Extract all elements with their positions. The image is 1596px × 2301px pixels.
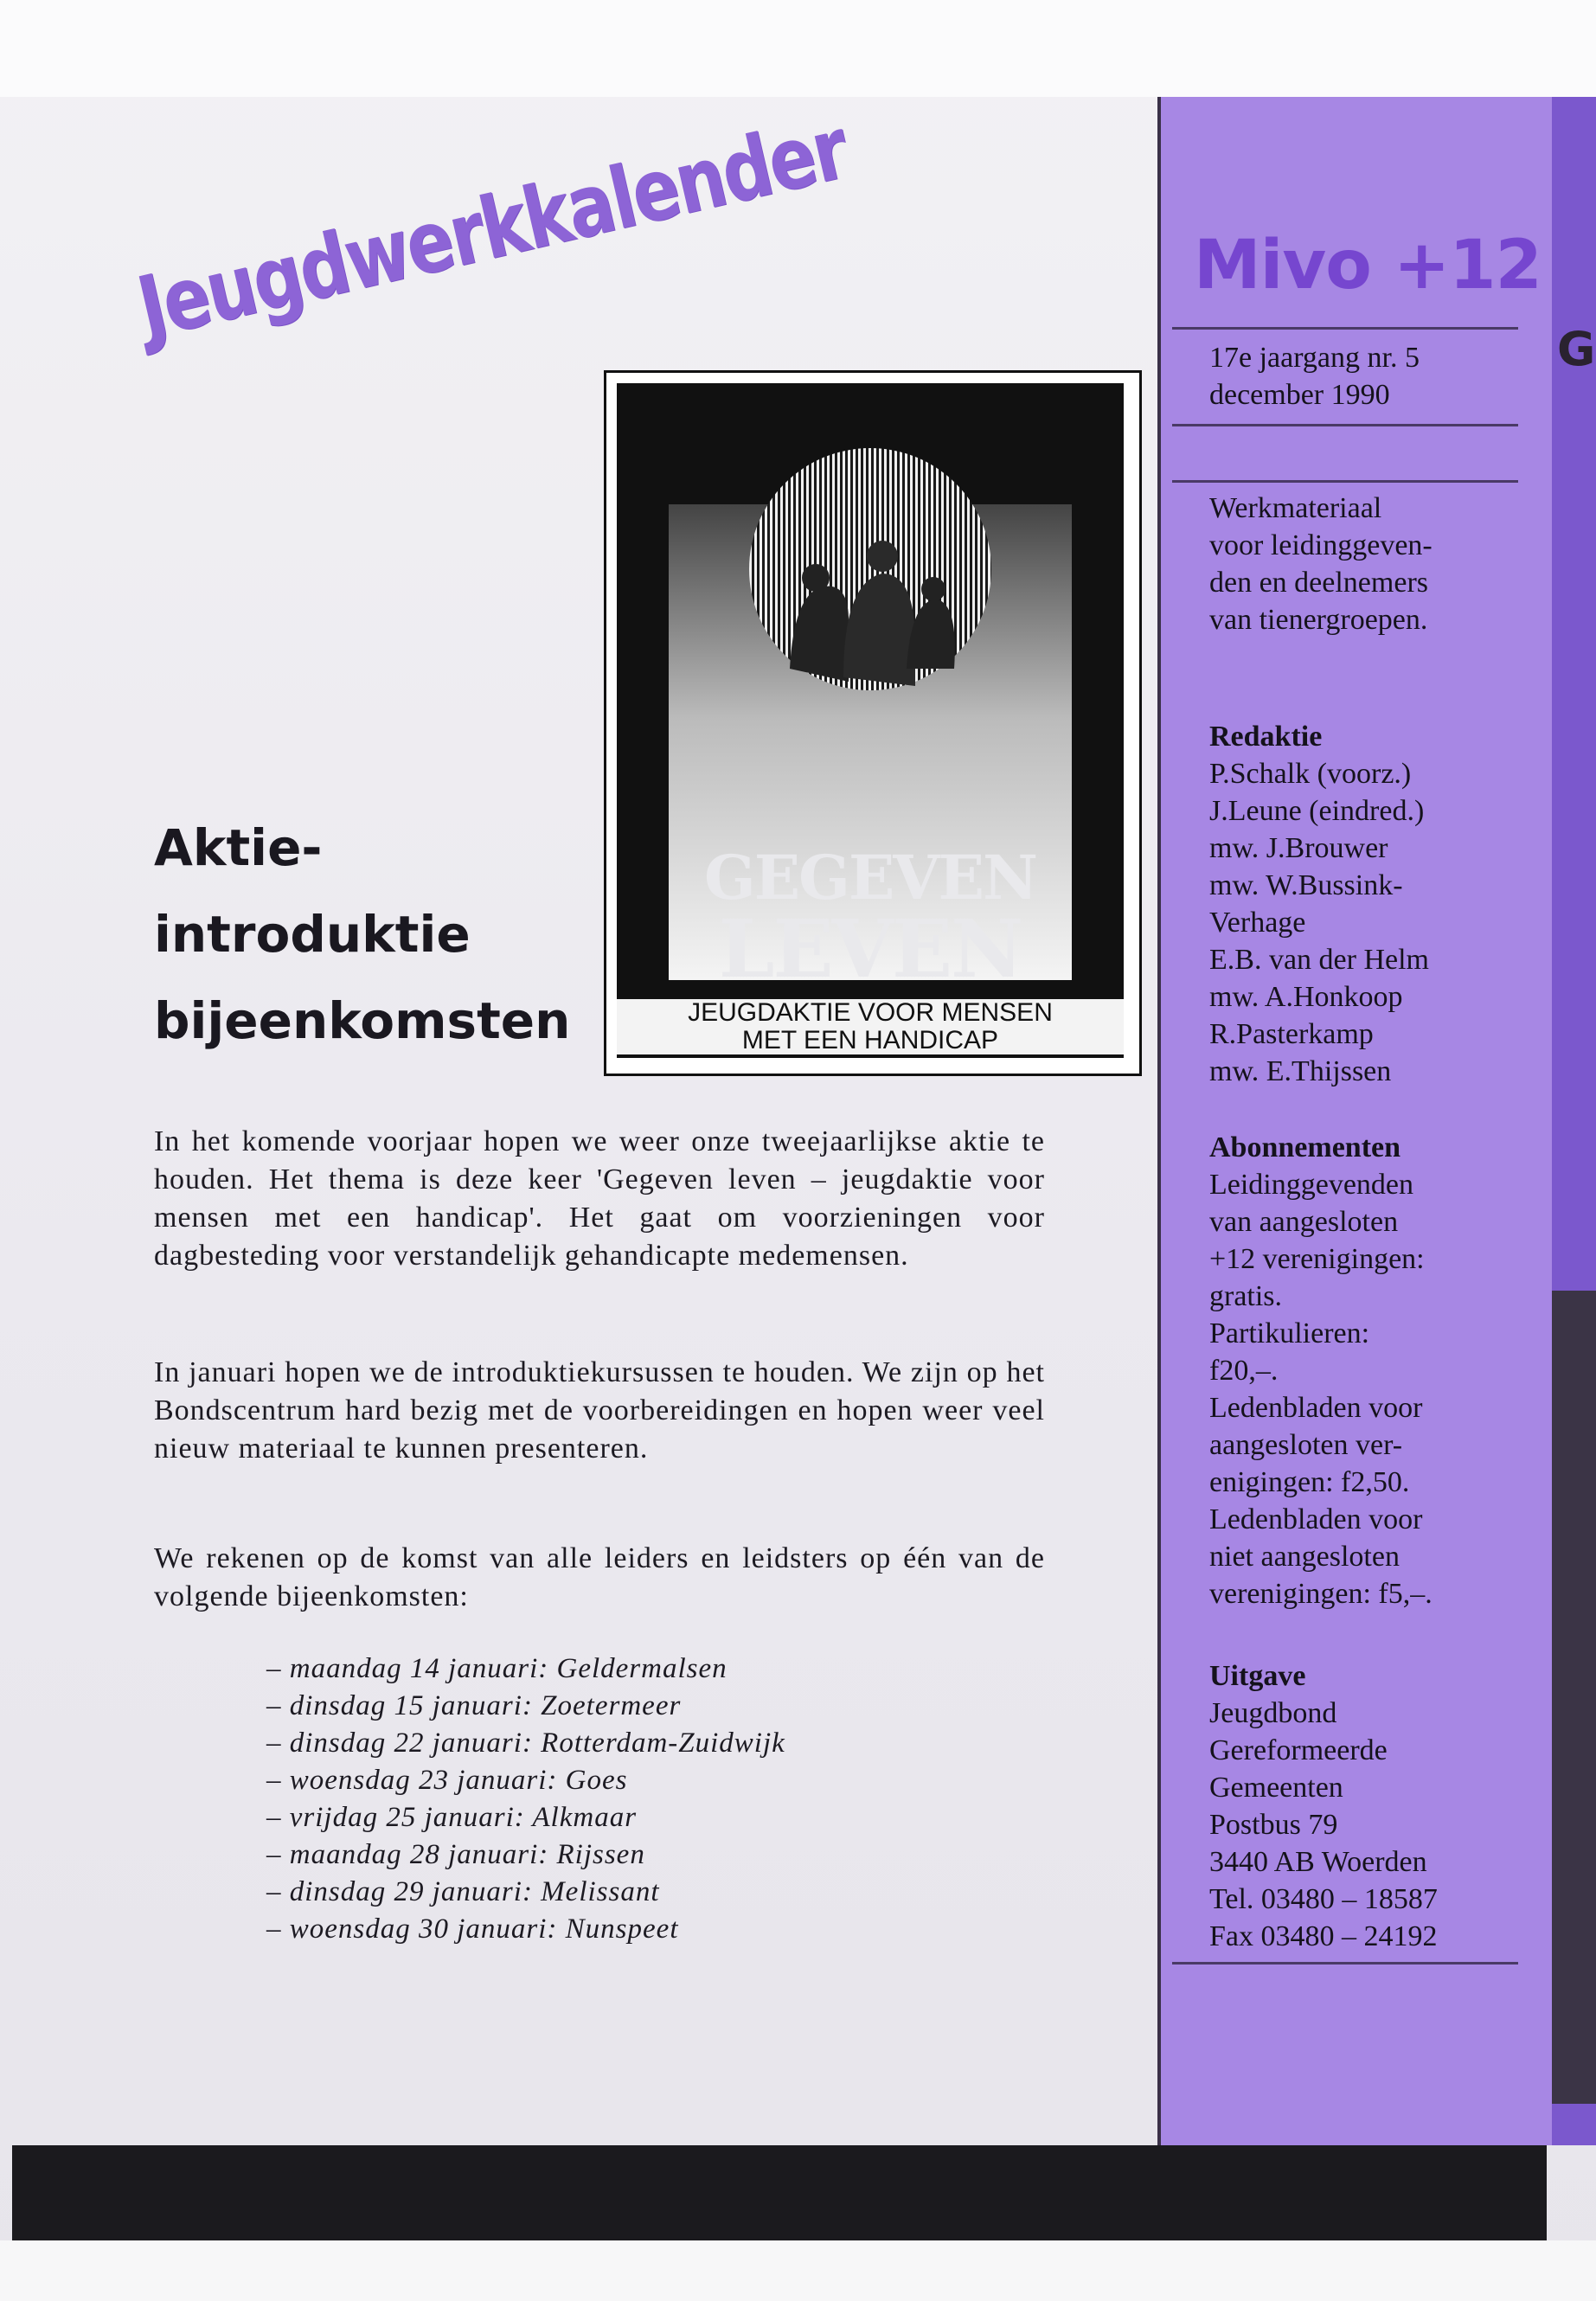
editor-line: P.Schalk (voorz.) <box>1209 758 1412 790</box>
paragraph-invitation: We rekenen op de komst van alle leiders en leidsters op één van de volgende bijeenkomsten: <box>154 1542 1045 1612</box>
subscription-line: Leidinggevenden <box>1209 1169 1414 1201</box>
article-headline <box>154 804 570 1064</box>
issue-info <box>1209 339 1420 413</box>
subscription-line: verenigingen: f5,–. <box>1209 1578 1433 1610</box>
subscription-line: Ledenbladen voor <box>1209 1503 1423 1535</box>
list-item: – woensdag 30 januari: Nunspeet <box>266 1913 679 1945</box>
publisher-line: 3440 AB Woerden <box>1209 1846 1427 1878</box>
list-item: – dinsdag 29 januari: Melissant <box>266 1876 660 1907</box>
issue-volume: 17e jaargang nr. 5 <box>1209 342 1420 374</box>
meeting-list <box>266 1650 785 1948</box>
list-item: – maandag 28 januari: Rijssen <box>266 1839 645 1870</box>
editor-line: mw. W.Bussink- <box>1209 869 1403 901</box>
magazine-title: Mivo +12 <box>1194 227 1542 304</box>
editor-line: J.Leune (eindred.) <box>1209 795 1425 827</box>
next-page-letter: G <box>1557 322 1596 376</box>
poster-title-leven: LEVEN <box>718 902 1022 996</box>
sidebar-rule-2 <box>1172 424 1518 426</box>
sidebar-rule-top <box>1172 327 1518 330</box>
editor-line: E.B. van der Helm <box>1209 944 1429 976</box>
section-masthead: Jeugdwerkkalender <box>129 99 856 358</box>
poster-subtitle-line2: MET EEN HANDICAP <box>617 1027 1124 1054</box>
publisher-line: Postbus 79 <box>1209 1809 1338 1841</box>
abonnementen-heading: Abonnementen <box>1209 1131 1401 1163</box>
poster-subtitle-line1: JEUGDAKTIE VOOR MENSEN <box>617 999 1124 1027</box>
list-item: – maandag 14 januari: Geldermalsen <box>266 1653 727 1684</box>
editor-line: mw. E.Thijssen <box>1209 1055 1392 1087</box>
paragraph-courses: In januari hopen we de introduktiekursussen te houden. We zijn op het Bondscentrum hard bezig met de voorbereidingen en hopen weer veel nieuw materiaal te kunnen presenteren. <box>154 1356 1045 1465</box>
subscription-line: Partikulieren: <box>1209 1317 1370 1349</box>
editor-line: mw. J.Brouwer <box>1209 832 1388 864</box>
poster-frame <box>617 383 1124 1058</box>
subscription-line: Ledenbladen voor <box>1209 1392 1423 1424</box>
subscription-line: gratis. <box>1209 1280 1283 1312</box>
headline-line: introduktie <box>154 905 471 964</box>
redaktie-heading: Redaktie <box>1209 721 1323 753</box>
subscription-line: f20,–. <box>1209 1355 1279 1387</box>
list-item: – dinsdag 22 januari: Rotterdam-Zuidwijk <box>266 1727 785 1759</box>
tagline-line: van tienergroepen. <box>1209 604 1428 636</box>
scan-background <box>0 2240 1596 2301</box>
abonnementen-block <box>1209 1129 1433 1612</box>
next-page-edge <box>1548 97 1596 2145</box>
publisher-line: Jeugdbond <box>1209 1697 1337 1729</box>
publisher-line: Gemeenten <box>1209 1772 1343 1804</box>
subscription-line: van aangesloten <box>1209 1206 1399 1238</box>
headline-line: Aktie- <box>154 818 323 877</box>
publisher-line: Fax 03480 – 24192 <box>1209 1920 1438 1952</box>
redaktie-block <box>1209 718 1429 1090</box>
poster-title-gegeven: GEGEVEN <box>704 842 1036 913</box>
tagline-line: den en deelnemers <box>1209 567 1428 599</box>
editor-line: mw. A.Honkoop <box>1209 981 1403 1013</box>
publisher-line: Gereformeerde <box>1209 1734 1388 1766</box>
tagline <box>1209 490 1433 638</box>
list-item: – dinsdag 15 januari: Zoetermeer <box>266 1690 682 1721</box>
next-page-photo-edge <box>1548 1291 1596 2104</box>
uitgave-heading: Uitgave <box>1209 1660 1306 1692</box>
publisher-line: Tel. 03480 – 18587 <box>1209 1883 1438 1915</box>
subscription-line: aangesloten ver- <box>1209 1429 1403 1461</box>
subscription-line: niet aangesloten <box>1209 1541 1400 1573</box>
issue-date: december 1990 <box>1209 379 1390 411</box>
campaign-poster <box>604 370 1142 1076</box>
list-item: – woensdag 23 januari: Goes <box>266 1765 628 1796</box>
list-item: – vrijdag 25 januari: Alkmaar <box>266 1802 638 1833</box>
editor-line: R.Pasterkamp <box>1209 1018 1374 1050</box>
uitgave-block <box>1209 1657 1438 1955</box>
page-bottom-edge <box>12 2145 1547 2240</box>
headline-line: bijeenkomsten <box>154 991 571 1050</box>
paragraph-intro: In het komende voorjaar hopen we weer onze tweejaarlijkse aktie te houden. Het thema is deze keer 'Gegeven leven – jeugdaktie voor mensen met een handicap'. Het gaat om voorzieningen voor dagbesteding voor verstandelijk gehandicapte medemensen. <box>154 1125 1045 1272</box>
editor-line: Verhage <box>1209 907 1306 939</box>
sidebar-rule-bottom <box>1172 1962 1518 1965</box>
tagline-line: Werkmateriaal <box>1209 492 1382 524</box>
subscription-line: enigingen: f2,50. <box>1209 1466 1410 1498</box>
page-top-margin <box>0 0 1596 97</box>
subscription-line: +12 verenigingen: <box>1209 1243 1425 1275</box>
tagline-line: voor leidinggeven- <box>1209 529 1433 561</box>
sidebar-rule-3 <box>1172 480 1518 483</box>
